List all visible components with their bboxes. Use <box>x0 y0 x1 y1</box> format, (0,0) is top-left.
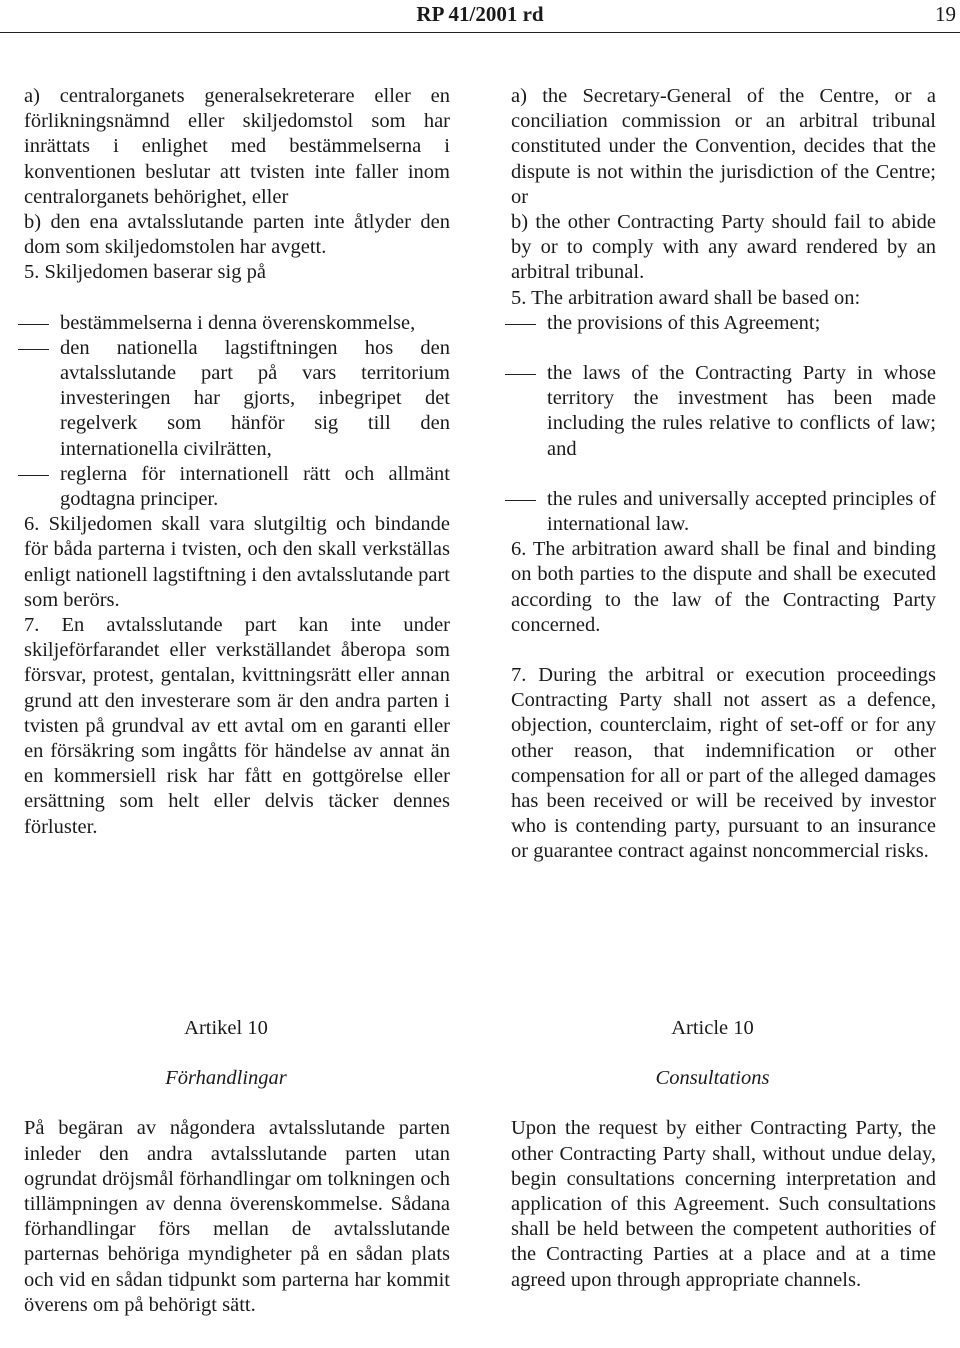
swedish-column-top <box>2 84 450 840</box>
dash-bullet <box>18 475 49 476</box>
sv-paragraph-a: a) centralorganets generalsekreterare eller en förlikningsnämnd eller skiljedomstol som har inrättats i enlighet med bestämmelserna i konventionen beslutar att tvisten inte faller inom centralorganets behörighet, eller <box>24 85 450 208</box>
sv-article-title: Förhandlingar <box>165 1067 287 1090</box>
dash-bullet <box>505 374 536 375</box>
sv-paragraph-7: 7. En avtalsslutande part kan inte under skiljeförfarandet eller verkställandet åberopa som försvar, protest, gentalan, kvittningsrätt eller annan grund att den investerare som är den andra parten i tvisten på grundval av ett avtal om en garanti eller en försäkring som ingåtts för händelse av annat än en kommersiell risk har fått en gottgörelse eller ersättning som helt eller delvis täcker dennes förluster. <box>24 614 450 838</box>
en-article-body: Upon the request by either Contracting Party, the other Contracting Party shall, without undue delay, begin consultations concerning interpretation and application of this Agreement. Such consultations shall be held between the competent authorities of the Contracting Parties at a place and at a time agreed upon through appropriate channels. <box>511 1117 936 1291</box>
en-paragraph-7: 7. During the arbitral or execution proceedings Contracting Party shall not assert as a defence, objection, counterclaim, right of set-off or for any other reason, that indemnification or other compensation for all or part of the alleged damages has been received or will be received by investor who is contending party, pursuant to an insurance or guarantee contract against noncommercial risks. <box>511 664 936 863</box>
en-paragraph-a: a) the Secretary-General of the Centre, or a conciliation commission or an arbitral tribunal constituted under the Convention, decides that the dispute is not within the jurisdiction of the Centre; or <box>511 85 936 208</box>
sv-list-item <box>2 311 450 336</box>
en-paragraph-6: 6. The arbitration award shall be final and binding on both parties to the dispute and shall be executed according to the law of the Contracting Party concerned. <box>511 538 936 636</box>
en-list-item <box>489 311 936 336</box>
en-list-item <box>489 361 936 462</box>
sv-paragraph-5: 5. Skiljedomen baserar sig på <box>24 261 266 284</box>
sv-list-item-text: bestämmelserna i denna överenskommelse, <box>60 311 416 334</box>
english-article-10 <box>489 1016 936 1293</box>
document-reference: RP 41/2001 rd <box>416 2 544 26</box>
en-paragraph-5: 5. The arbitration award shall be based on: <box>511 286 861 309</box>
en-list-item <box>489 487 936 537</box>
sv-paragraph-b: b) den ena avtalsslutande parten inte åtlyder den dom som skiljedomstolen har avgett. <box>24 211 450 259</box>
en-article-heading: Article 10 <box>671 1017 754 1039</box>
en-list-item-text: the laws of the Contracting Party in whose territory the investment has been made including the rules relative to conflicts of law; and <box>547 362 936 460</box>
en-list-item-text: the provisions of this Agreement; <box>547 311 821 334</box>
dash-bullet <box>18 349 49 350</box>
sv-list-item-text: reglerna för internationell rätt och allmänt godtagna principer. <box>60 462 450 511</box>
en-article-title: Consultations <box>655 1067 770 1090</box>
page-header <box>0 0 960 33</box>
sv-list-item-text: den nationella lagstiftningen hos den avtalsslutande part på vars territorium investeringen har gjorts, inbegripet det regelverk som hänför sig till den internationella civilrätten, <box>60 336 450 460</box>
sv-article-heading: Artikel 10 <box>184 1017 268 1039</box>
english-column-top <box>489 84 936 865</box>
sv-list-item <box>2 336 450 462</box>
swedish-article-10 <box>2 1016 450 1318</box>
en-paragraph-b: b) the other Contracting Party should fail to abide by or to comply with any award rendered by an arbitral tribunal. <box>511 211 936 284</box>
sv-list-item <box>2 462 450 512</box>
en-list-item-text: the rules and universally accepted principles of international law. <box>547 487 936 536</box>
page-number: 19 <box>935 2 956 26</box>
dash-bullet <box>18 324 49 325</box>
sv-article-body: På begäran av någondera avtalsslutande parten inleder den andra avtalsslutande parten utan ogrundat dröjsmål förhandlingar om tolkningen och tillämpningen av denna överenskommelse. Sådana förhandlingar förs mellan de avtalsslutande parternas behöriga myndigheter på en sådan plats och vid en sådan tidpunkt som parterna har kommit överens om på behörigt sätt. <box>24 1117 450 1316</box>
sv-paragraph-6: 6. Skiljedomen skall vara slutgiltig och bindande för båda parterna i tvisten, och den skall verkställas enligt nationell lagstiftning i den avtalsslutande part som berörs. <box>24 513 450 611</box>
dash-bullet <box>505 500 536 501</box>
dash-bullet <box>505 324 536 325</box>
